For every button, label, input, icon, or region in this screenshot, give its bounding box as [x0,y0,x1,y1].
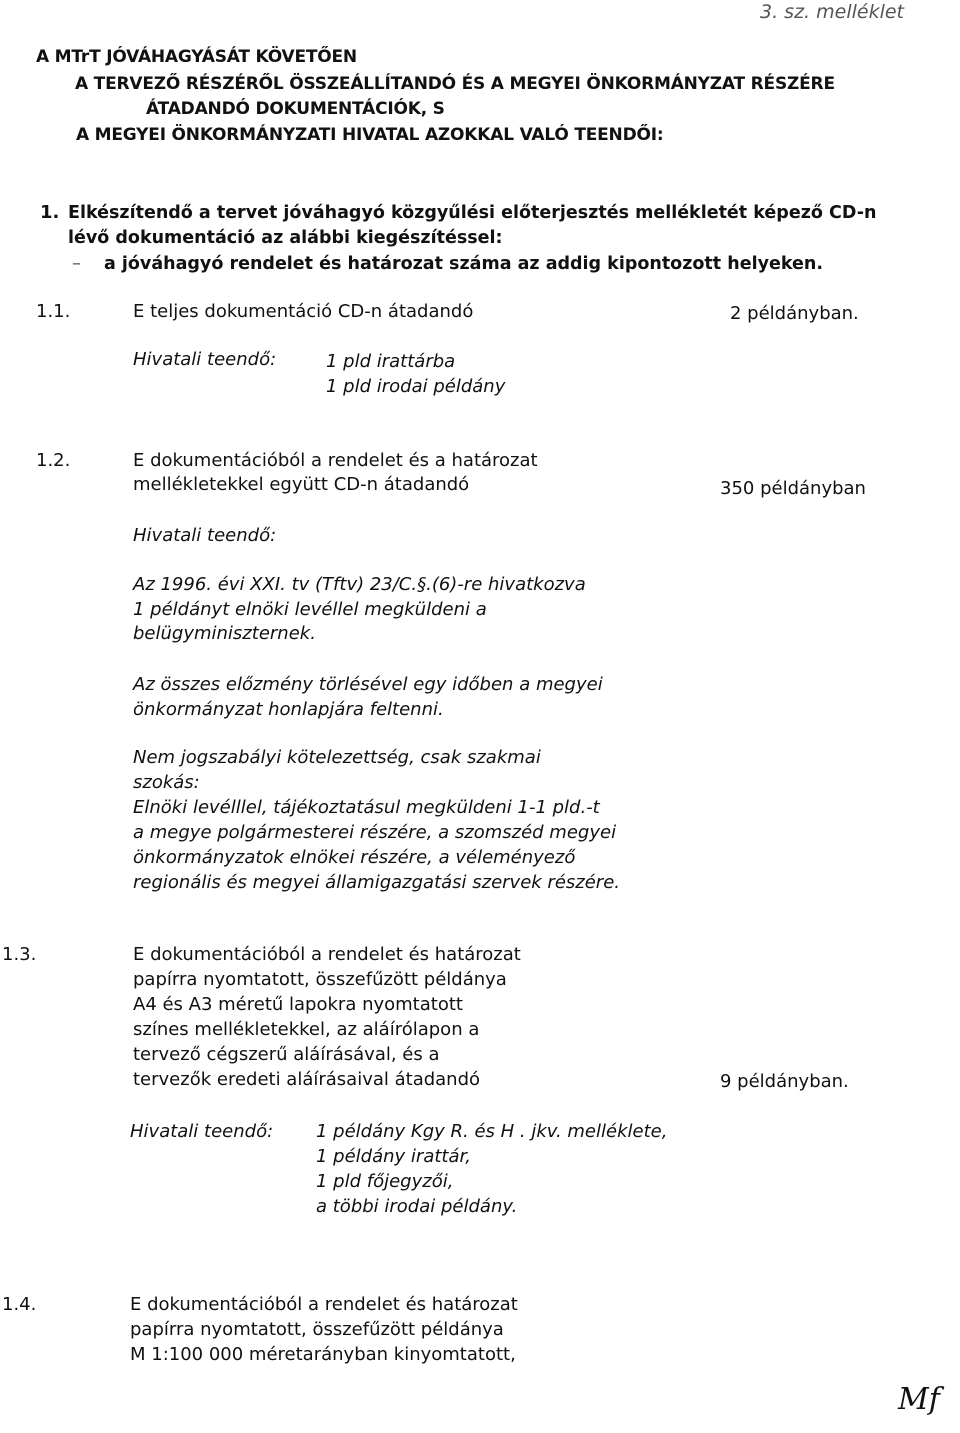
paragraph-line: önkormányzatok elnökei részére, a véleményező [133,847,576,868]
heading-line: A TERVEZŐ RÉSZÉRŐL ÖSSZEÁLLÍTANDÓ ÉS A MEGYEI ÖNKORMÁNYZAT RÉSZÉRE [75,74,835,94]
item-text-line: színes mellékletekkel, az aláírólapon a [133,1019,480,1040]
office-task: 1 pld irattárba [326,351,456,372]
item-text-line: E dokumentációból a rendelet és a határozat [133,450,538,471]
item-number: 1.1. [36,301,71,322]
copies-count: 2 példányban. [730,303,859,324]
item-text-line: papírra nyomtatott, összefűzött példánya [133,969,507,990]
paragraph-line: belügyminiszternek. [133,623,316,644]
copies-count: 350 példányban [720,478,866,499]
handwritten-initials: Mf [898,1382,940,1417]
paragraph-line: 1 példányt elnöki levéllel megküldeni a [133,599,487,620]
item-text-line: papírra nyomtatott, összefűzött példánya [130,1319,504,1340]
copies-count: 9 példányban. [720,1071,849,1092]
paragraph-line: Az összes előzmény törlésével egy időben a megyei [133,674,603,695]
paragraph-line: önkormányzat honlapjára feltenni. [133,699,444,720]
heading-line: A MTrT JÓVÁHAGYÁSÁT KÖVETŐEN [36,47,357,67]
office-task: 1 pld főjegyzői, [316,1171,454,1192]
office-task: 1 példány Kgy R. és H . jkv. melléklete, [316,1121,668,1142]
section-text-line: lévő dokumentáció az alábbi kiegészítéssel: [68,228,503,248]
item-text-line: tervező cégszerű aláírásával, és a [133,1044,440,1065]
bullet-dash: – [72,253,81,274]
section-number: 1. [40,202,60,223]
office-task-label: Hivatali teendő: [133,525,277,546]
paragraph-line: szokás: [133,772,200,793]
paragraph-line: Nem jogszabályi kötelezettség, csak szakmai [133,747,541,768]
bullet-text: a jóváhagyó rendelet és határozat száma az addig kipontozott helyeken. [104,254,823,274]
heading-line: A MEGYEI ÖNKORMÁNYZATI HIVATAL AZOKKAL VALÓ TEENDŐI: [76,125,664,145]
office-task: 1 példány irattár, [316,1146,471,1167]
item-number: 1.4. [2,1294,37,1315]
section-text-line: Elkészítendő a tervet jóváhagyó közgyűlési előterjesztés mellékletét képező CD-n [68,203,877,223]
item-text: E teljes dokumentáció CD-n átadandó [133,301,474,322]
office-task-label: Hivatali teendő: [133,349,277,370]
office-task-label: Hivatali teendő: [130,1121,274,1142]
item-text-line: E dokumentációból a rendelet és határozat [130,1294,518,1315]
office-task: a többi irodai példány. [316,1196,518,1217]
paragraph-line: Elnöki levélllel, tájékoztatásul megküldeni 1-1 pld.-t [133,797,600,818]
item-text-line: mellékletekkel együtt CD-n átadandó [133,474,470,495]
heading-line: ÁTADANDÓ DOKUMENTÁCIÓK, S [146,99,445,119]
item-number: 1.3. [2,944,37,965]
item-text-line: E dokumentációból a rendelet és határozat [133,944,521,965]
annex-label: 3. sz. melléklet [760,1,904,23]
item-text-line: tervezők eredeti aláírásaival átadandó [133,1069,481,1090]
item-text-line: A4 és A3 méretű lapokra nyomtatott [133,994,463,1015]
paragraph-line: Az 1996. évi XXI. tv (Tftv) 23/C.§.(6)-re hivatkozva [133,574,586,595]
office-task: 1 pld irodai példány [326,376,506,397]
paragraph-line: regionális és megyei államigazgatási szervek részére. [133,872,621,893]
paragraph-line: a megye polgármesterei részére, a szomszéd megyei [133,822,617,843]
item-number: 1.2. [36,450,71,471]
item-text-line: M 1:100 000 méretarányban kinyomtatott, [130,1344,516,1365]
